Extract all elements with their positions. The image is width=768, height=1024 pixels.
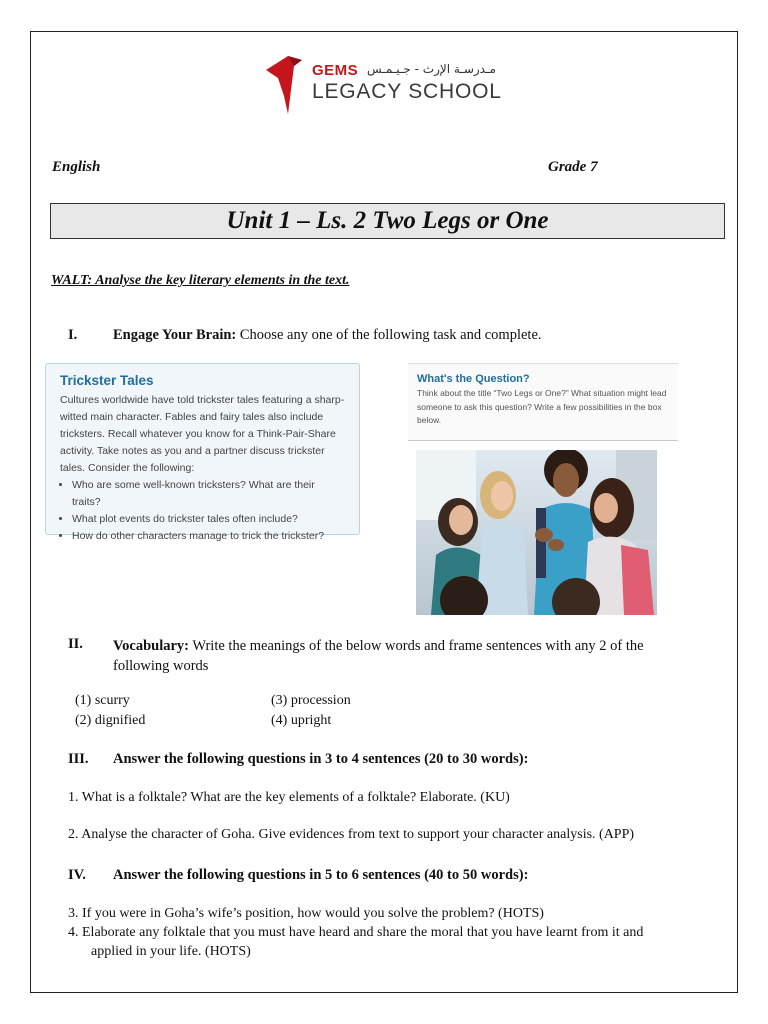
question-card-title: What's the Question? bbox=[417, 373, 530, 385]
legacy-flag-icon bbox=[264, 56, 304, 116]
logo-brand: GEMS bbox=[312, 62, 359, 79]
section-2-text bbox=[113, 636, 688, 676]
school-logo bbox=[264, 56, 514, 118]
section-2-instruction: Write the meanings of the below words and frame sentences with any 2 of the bbox=[189, 638, 644, 654]
list-item: • How do other characters manage to trick the trickster? bbox=[72, 528, 345, 545]
trickster-card-title: Trickster Tales bbox=[60, 373, 154, 388]
trickster-tales-card bbox=[45, 363, 360, 542]
logo-school-name: LEGACY SCHOOL bbox=[312, 80, 502, 103]
section-2-number: II. bbox=[68, 636, 83, 652]
section-1-text bbox=[113, 327, 542, 344]
question-1: 1. What is a folktale? What are the key elements of a folktale? Elaborate. (KU) bbox=[68, 790, 510, 805]
trickster-card-list bbox=[60, 477, 345, 545]
section-2-heading bbox=[68, 636, 688, 676]
question-4-continued: applied in your life. (HOTS) bbox=[91, 944, 251, 959]
vocab-word-2: (2) dignified bbox=[75, 713, 146, 728]
section-2-lead: Vocabulary: bbox=[113, 638, 189, 654]
list-item: • Who are some well-known tricksters? What are their traits? bbox=[72, 477, 345, 511]
students-talking-photo bbox=[416, 450, 657, 615]
section-3-number: III. bbox=[68, 751, 89, 767]
section-1-number: I. bbox=[68, 327, 78, 343]
trickster-card-text: Cultures worldwide have told trickster tales featuring a sharp-witted main character. Fables and fairy tales also include tricksters. Recall whatever you know for a Think-Pair-Share activity. Take notes as you and a partner discuss trickster tales. Consider the following: bbox=[60, 394, 345, 474]
section-4-number: IV. bbox=[68, 867, 86, 883]
grade-label: Grade 7 bbox=[548, 159, 598, 175]
section-3-heading bbox=[68, 751, 688, 771]
logo-arabic: مـدرسـة الإرث - جـيـمـس bbox=[367, 62, 496, 76]
question-card-text: Think about the title “Two Legs or One?” What situation might lead someone to ask this question? Write a few possibilities in the box below. bbox=[417, 388, 667, 425]
vocab-word-4: (4) upright bbox=[271, 713, 332, 728]
whats-the-question-card bbox=[408, 363, 678, 441]
question-4: 4. Elaborate any folktale that you must have heard and share the moral that you have learnt from it and bbox=[68, 925, 644, 940]
walt-objective: WALT: Analyse the key literary elements in the text. bbox=[51, 273, 350, 288]
students-photo-illustration bbox=[416, 450, 657, 615]
section-1-lead: Engage Your Brain: bbox=[113, 327, 237, 343]
question-2: 2. Analyse the character of Goha. Give evidences from text to support your character analysis. (APP) bbox=[68, 827, 635, 842]
section-4-heading bbox=[68, 867, 688, 887]
unit-title: Unit 1 – Ls. 2 Two Legs or One bbox=[50, 203, 725, 239]
section-1-heading bbox=[68, 327, 688, 347]
list-item: • What plot events do trickster tales often include? bbox=[72, 511, 345, 528]
vocab-word-3: (3) procession bbox=[271, 693, 351, 708]
question-3: 3. If you were in Goha’s wife’s position, how would you solve the problem? (HOTS) bbox=[68, 906, 544, 921]
section-1-instruction: Choose any one of the following task and complete. bbox=[236, 327, 542, 343]
subject-label: English bbox=[52, 159, 101, 175]
section-3-title: Answer the following questions in 3 to 4 sentences (20 to 30 words): bbox=[113, 751, 529, 767]
section-2-instruction-cont: following words bbox=[113, 658, 209, 674]
vocab-word-1: (1) scurry bbox=[75, 693, 130, 708]
section-4-title: Answer the following questions in 5 to 6 sentences (40 to 50 words): bbox=[113, 867, 529, 883]
